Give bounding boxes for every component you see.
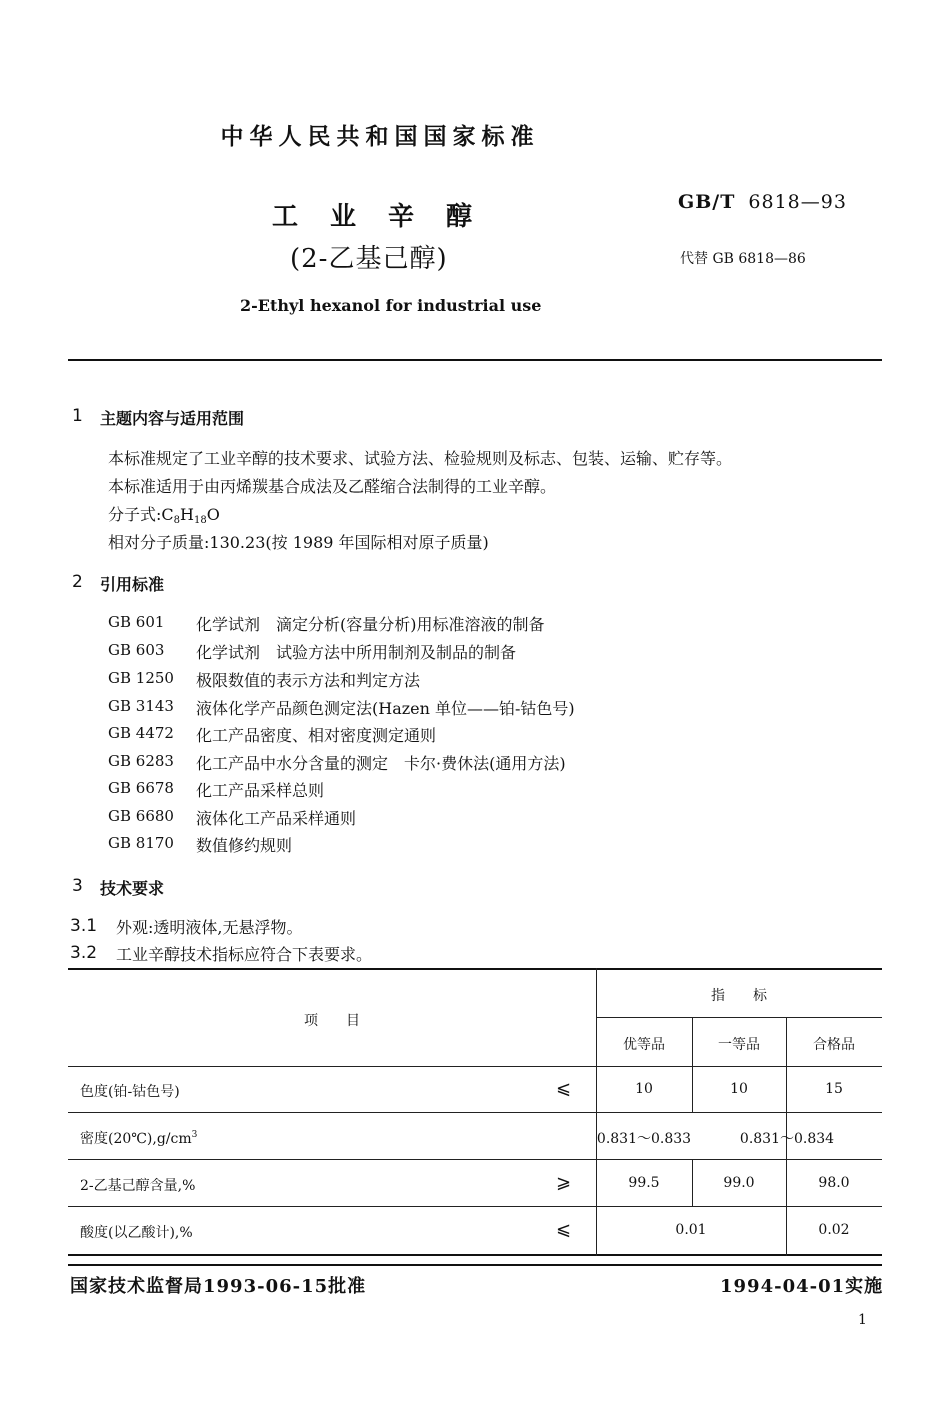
- page-number: 1: [858, 1312, 867, 1328]
- row-label-density: [80, 1128, 197, 1148]
- header-item: 项 目: [304, 1013, 360, 1029]
- table-rule: [596, 1017, 882, 1018]
- grade-first: 一等品: [718, 1037, 760, 1053]
- cell-value: 15: [825, 1081, 843, 1097]
- formula-h: H: [180, 505, 194, 524]
- ref-desc: 化学试剂 试验方法中所用制剂及制品的制备: [196, 643, 517, 662]
- ref-code: GB 4472: [108, 724, 174, 742]
- section-1-number: 1: [72, 406, 83, 426]
- cell-value: 0.831～0.834: [739, 1131, 835, 1147]
- implementation-date: 1994-04-01实施: [720, 1276, 884, 1297]
- ref-code: GB 6680: [108, 807, 174, 825]
- row-label-color: 色度(铂-钴色号): [80, 1084, 180, 1100]
- approval-note: 国家技术监督局1993-06-15批准: [70, 1276, 367, 1297]
- section-3-title: 技术要求: [100, 879, 165, 898]
- table-col-rule: [596, 968, 597, 1256]
- table-rule: [68, 1066, 882, 1067]
- row-op-content: ⩾: [556, 1172, 572, 1193]
- ref-desc: 数值修约规则: [196, 836, 293, 855]
- standard-code-prefix: GB/T: [678, 191, 736, 213]
- grade-qualified: 合格品: [813, 1037, 855, 1053]
- cell-value: 0.01: [675, 1222, 707, 1238]
- section-3-2-text: 工业辛醇技术指标应符合下表要求。: [116, 945, 373, 964]
- ref-desc: 化工产品中水分含量的测定 卡尔·费休法(通用方法): [196, 754, 566, 773]
- section-2-title: 引用标准: [100, 575, 165, 594]
- cell-value: 0.831～0.833: [596, 1131, 692, 1147]
- table-top-rule: [68, 968, 882, 970]
- ref-desc: 化学试剂 滴定分析(容量分析)用标准溶液的制备: [196, 615, 545, 634]
- table-bottom-rule: [68, 1254, 882, 1256]
- ref-desc: 极限数值的表示方法和判定方法: [196, 671, 421, 690]
- document-title: 工业辛醇: [272, 202, 505, 232]
- table-col-rule: [692, 1017, 693, 1112]
- ref-desc: 液体化学产品颜色测定法(Hazen 单位——铂-钴色号): [196, 699, 575, 718]
- section-3-number: 3: [72, 876, 83, 896]
- cell-value: 10: [730, 1081, 748, 1097]
- standard-code-number: 6818—93: [748, 191, 847, 213]
- cell-value: 98.0: [818, 1175, 850, 1191]
- molecular-formula-label: 分子式:: [108, 505, 162, 524]
- row-op-color: ⩽: [556, 1078, 572, 1099]
- ref-code: GB 8170: [108, 834, 174, 852]
- spec-table: [68, 968, 882, 1256]
- ref-code: GB 1250: [108, 669, 174, 687]
- ref-code: GB 6678: [108, 779, 174, 797]
- row-label-density-text: 密度(20℃),g/cm: [80, 1131, 192, 1147]
- formula-o: O: [206, 505, 220, 524]
- section-2-number: 2: [72, 572, 83, 592]
- cell-value: 10: [635, 1081, 653, 1097]
- standard-code: [678, 191, 847, 213]
- ref-desc: 液体化工产品采样通则: [196, 809, 357, 828]
- ref-code: GB 601: [108, 613, 165, 631]
- ref-code: GB 603: [108, 641, 165, 659]
- section-1-paragraph-1: 本标准规定了工业辛醇的技术要求、试验方法、检验规则及标志、包装、运输、贮存等。: [108, 449, 733, 468]
- cell-value: 99.5: [628, 1175, 660, 1191]
- national-standard-title: 中华人民共和国国家标准: [220, 123, 540, 150]
- header-divider: [68, 359, 882, 361]
- row-label-content: 2-乙基己醇含量,%: [80, 1178, 196, 1194]
- ref-desc: 化工产品采样总则: [196, 781, 325, 800]
- section-3-1-number: 3.1: [70, 916, 98, 936]
- formula-c: C: [161, 505, 174, 524]
- ref-code: GB 3143: [108, 697, 174, 715]
- section-1-paragraph-2: 本标准适用于由丙烯羰基合成法及乙醛缩合法制得的工业辛醇。: [108, 477, 557, 496]
- cell-value: 99.0: [723, 1175, 755, 1191]
- grade-premium: 优等品: [623, 1037, 665, 1053]
- section-3-2-number: 3.2: [70, 943, 98, 963]
- formula-h-sub: 18: [193, 515, 207, 526]
- molecular-formula: [108, 502, 220, 526]
- header-index: 指 标: [711, 988, 767, 1004]
- table-rule: [68, 1112, 882, 1113]
- table-rule: [68, 1159, 882, 1160]
- formula-c-sub: 8: [173, 515, 181, 526]
- table-rule: [68, 1206, 882, 1207]
- row-op-acidity: ⩽: [556, 1219, 572, 1240]
- molecular-weight: 相对分子质量:130.23(按 1989 年国际相对原子质量): [108, 533, 489, 552]
- section-3-1-text: 外观:透明液体,无悬浮物。: [116, 918, 303, 937]
- english-title: 2-Ethyl hexanol for industrial use: [240, 296, 542, 315]
- ref-code: GB 6283: [108, 752, 174, 770]
- section-1-title: 主题内容与适用范围: [100, 409, 245, 428]
- cell-value: 0.02: [818, 1222, 850, 1238]
- document-subtitle: (2-乙基己醇): [290, 244, 448, 274]
- ref-desc: 化工产品密度、相对密度测定通则: [196, 726, 437, 745]
- footer-divider: [68, 1264, 882, 1266]
- row-label-density-sup: 3: [191, 1130, 198, 1140]
- row-label-acidity: 酸度(以乙酸计),%: [80, 1225, 193, 1241]
- replaces-note: 代替 GB 6818—86: [680, 251, 806, 267]
